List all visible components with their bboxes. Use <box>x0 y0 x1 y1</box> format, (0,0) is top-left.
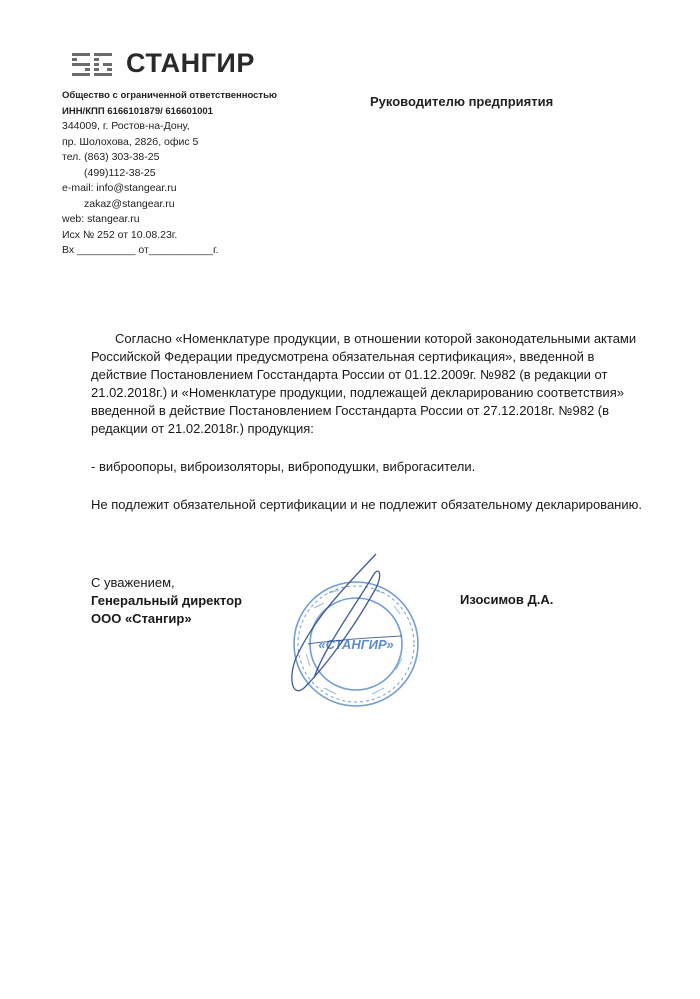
company-name: СТАНГИР <box>126 48 255 78</box>
requisite-line: web: stangear.ru <box>62 213 140 225</box>
requisite-line: (499)112-38-25 <box>84 166 156 179</box>
company-requisites <box>62 88 277 259</box>
requisite-line: e-mail: info@stangear.ru <box>62 182 177 194</box>
signer-position: Генеральный директор <box>91 593 242 608</box>
company-stamp-icon <box>284 548 434 718</box>
logo-mark-icon <box>70 50 114 80</box>
requisite-line: ИНН/КПП 6166101879/ 616601001 <box>62 105 213 117</box>
requisite-line: zakaz@stangear.ru <box>84 197 175 210</box>
requisite-line: пр. Шолохова, 282б, офис 5 <box>62 135 199 148</box>
signature-block <box>91 574 242 628</box>
outgoing-number: Исх № 252 от 10.08.23г. <box>62 228 178 241</box>
body-paragraph: Согласно «Номенклатуре продукции, в отношении которой законодательными актами Российской Федерации предусмотрена обязательная сертификация», введенной в действие Постановлением Госстандарта России от 01.12.2009г. №982 (в редакции от 21.02.2018г.) и «Номенклатуре продукции, подлежащей декларированию соответствия» введенной в действие Постановлением Госстандарта России от 27.12.2018г. №982 (в редакции от 21.02.2018г.) продукция: <box>91 331 637 436</box>
requisite-line: Общество с ограниченной ответственностью <box>62 90 278 101</box>
closing: С уважением, <box>91 575 175 590</box>
letter-body <box>91 330 651 514</box>
signer-organization: ООО «Стангир» <box>91 611 192 626</box>
company-logo <box>70 48 290 82</box>
signer-name: Изосимов Д.А. <box>460 592 554 607</box>
requisite-line: тел. (863) 303-38-25 <box>62 151 160 163</box>
body-paragraph: Не подлежит обязательной сертификации и не подлежит обязательному декларированию. <box>91 497 642 512</box>
incoming-number: Вх __________ от___________г. <box>62 244 219 256</box>
requisite-line: 344009, г. Ростов-на-Дону, <box>62 120 190 132</box>
addressee: Руководителю предприятия <box>370 94 554 109</box>
stamp-center-text: «СТАНГИР» <box>318 637 394 652</box>
product-list-item: - виброопоры, виброизоляторы, виброподушки, виброгасители. <box>91 459 476 474</box>
